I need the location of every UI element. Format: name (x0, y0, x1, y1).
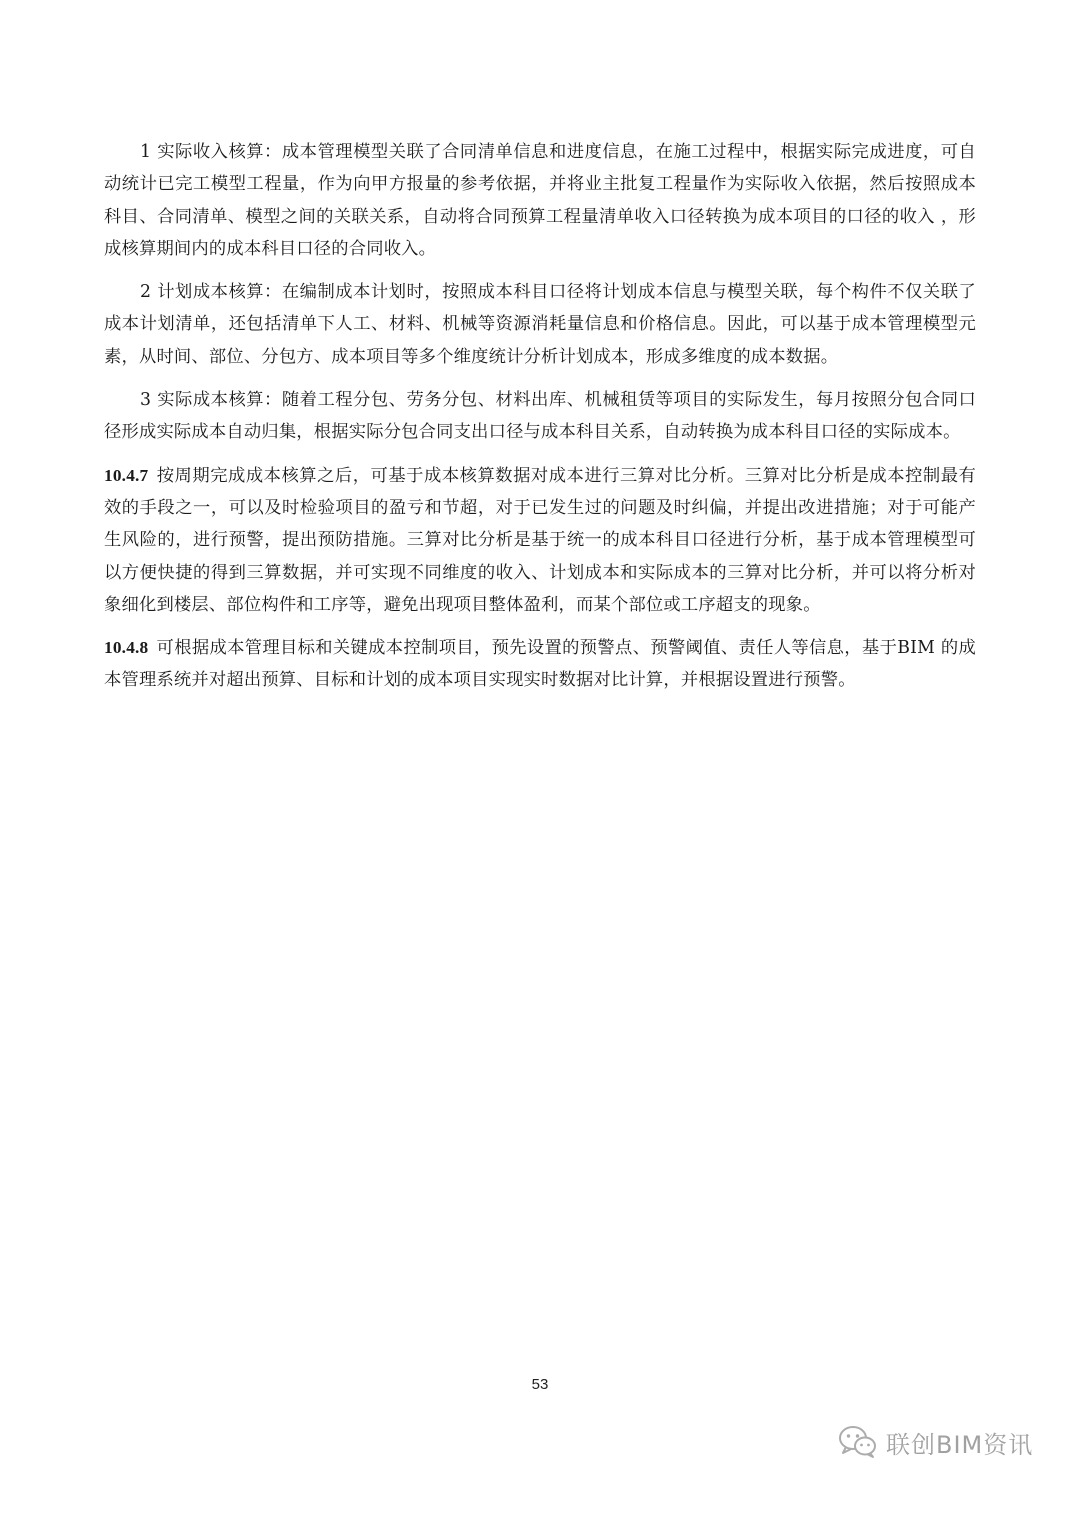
page-number: 53 (531, 1376, 549, 1393)
paragraph-actual-cost (104, 384, 976, 449)
paragraph-planned-cost (104, 276, 976, 373)
paragraph-actual-revenue (104, 136, 976, 265)
clause-10-4-8 (104, 632, 976, 697)
clause-number: 10.4.7 (104, 465, 149, 485)
clause-10-4-7 (104, 460, 976, 621)
paragraph-text: 1 实际收入核算：成本管理模型关联了合同清单信息和进度信息，在施工过程中，根据实际完成进度，可自动统计已完工模型工程量，作为向甲方报量的参考依据，并将业主批复工程量作为实际收入依据，然后按照成本科目、合同清单、模型之间的关联关系，自动将合同预算工程量清单收入口径转换为成本项目的口径的收入 ，形成核算期间内的成本科目口径的合同收入。 (104, 142, 976, 259)
document-body (104, 136, 976, 708)
paragraph-text: 3 实际成本核算：随着工程分包、劳务分包、材料出库、机械租赁等项目的实际发生，每月按照分包合同口径形成实际成本自动归集，根据实际分包合同支出口径与成本科目关系，自动转换为成本科目口径的实际成本。 (104, 390, 976, 443)
wechat-icon (838, 1425, 878, 1459)
watermark (838, 1412, 1033, 1472)
watermark-text: 联创BIM资讯 (886, 1430, 1034, 1459)
paragraph-text: 2 计划成本核算：在编制成本计划时，按照成本科目口径将计划成本信息与模型关联，每个构件不仅关联了成本计划清单，还包括清单下人工、材料、机械等资源消耗量信息和价格信息。因此，可以基于成本管理模型元素，从时间、部位、分包方、成本项目等多个维度统计分析计划成本，形成多维度的成本数据。 (104, 282, 976, 367)
clause-number: 10.4.8 (104, 638, 149, 658)
clause-text: 按周期完成成本核算之后，可基于成本核算数据对成本进行三算对比分析。三算对比分析是成本控制最有效的手段之一，可以及时检验项目的盈亏和节超，对于已发生过的问题及时纠偏，并提出改进措施；对于可能产生风险的，进行预警，提出预防措施。三算对比分析是基于统一的成本科目口径进行分析，基于成本管理模型可以方便快捷的得到三算数据，并可实现不同维度的收入、计划成本和实际成本的三算对比分析，并可以将分析对象细化到楼层、部位构件和工序等，避免出现项目整体盈利，而某个部位或工序超支的现象。 (104, 465, 976, 615)
clause-text: 可根据成本管理目标和关键成本控制项目，预先设置的预警点、预警阈值、责任人等信息，基于BIM 的成本管理系统并对超出预算、目标和计划的成本项目实现实时数据对比计算，并根据设置进行预警。 (104, 638, 976, 691)
